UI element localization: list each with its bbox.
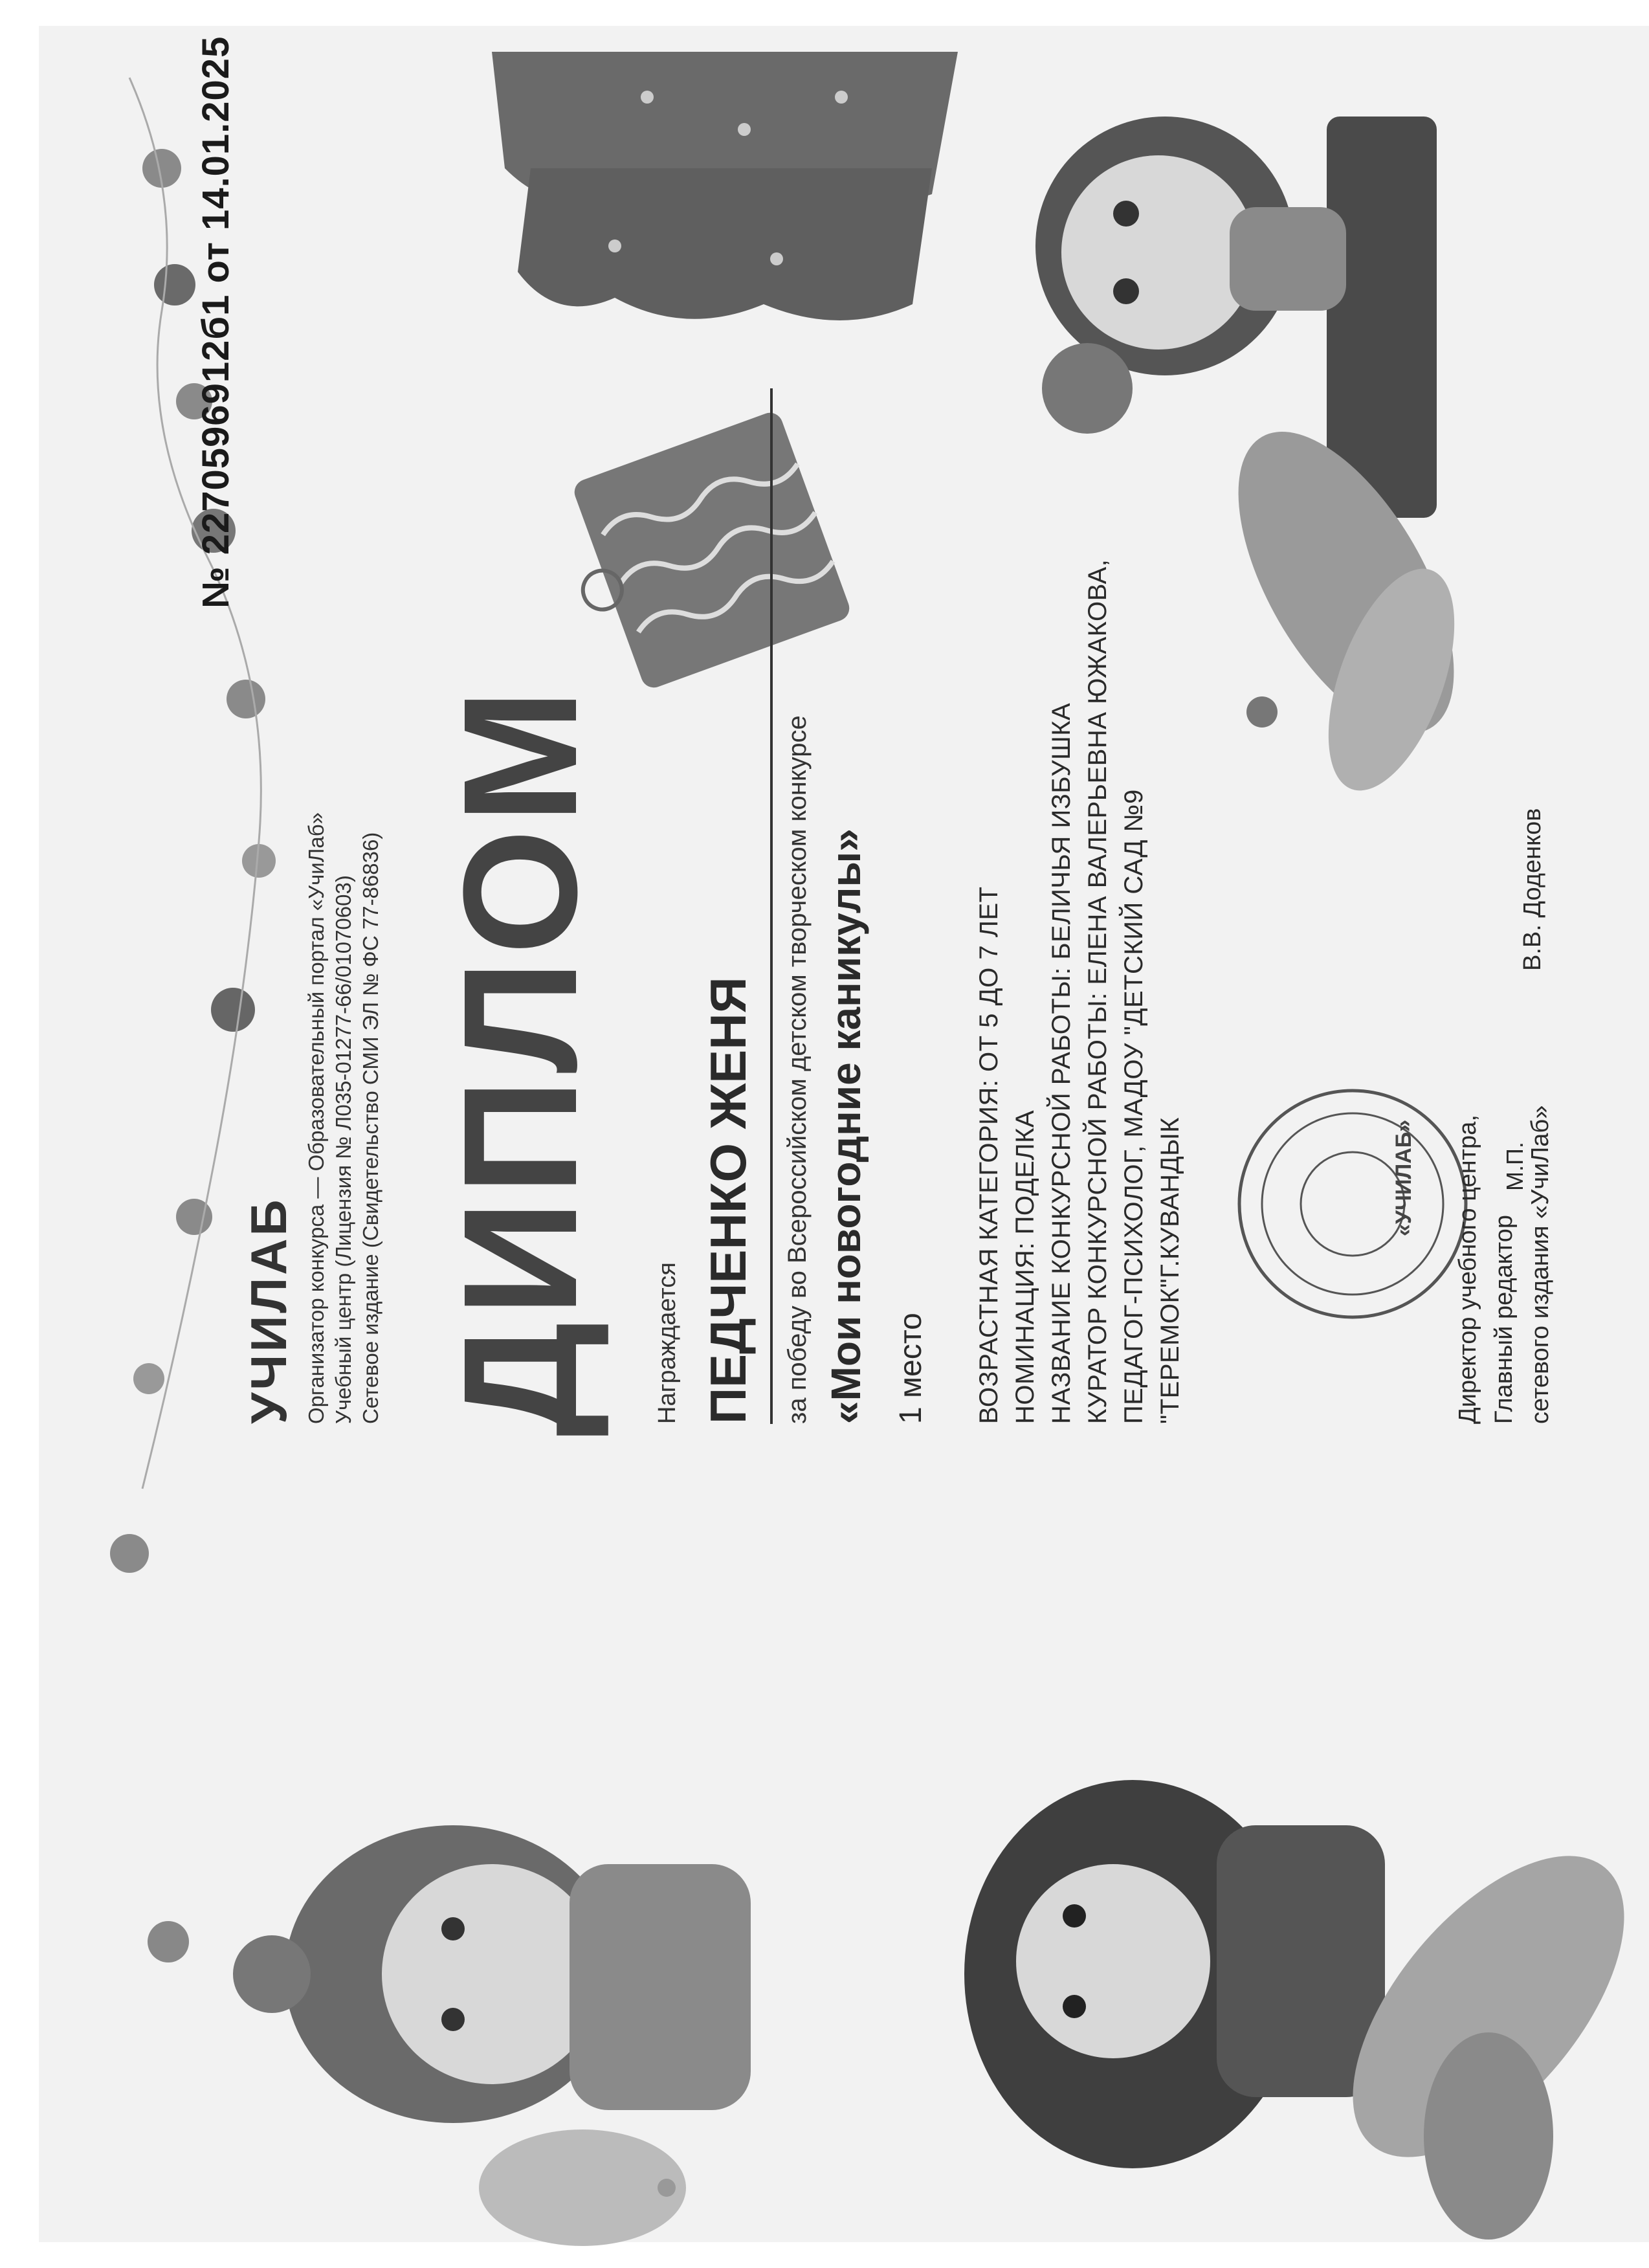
mp-label: М.П.	[1501, 1142, 1528, 1191]
contest-intro: за победу во Всероссийском детском творческом конкурсе	[783, 715, 812, 1424]
diploma-title: ДИПЛОМ	[430, 684, 610, 1437]
detail-curator-institution: "ТЕРЕМОК"Г.КУВАНДЫК	[1156, 1117, 1184, 1424]
detail-work-title: НАЗВАНИЕ КОНКУРСНОЙ РАБОТЫ: БЕЛИЧЬЯ ИЗБУШКА	[1047, 702, 1076, 1424]
place-label: 1 место	[894, 1313, 928, 1424]
detail-curator: КУРАТОР КОНКУРСНОЙ РАБОТЫ: ЕЛЕНА ВАЛЕРЬЕВНА ЮЖАКОВА,	[1083, 559, 1112, 1424]
signature-line-2: Главный редактор	[1490, 1214, 1518, 1424]
contest-name: «Мои новогодние каникулы»	[823, 828, 869, 1424]
organizer-line-3: Сетевое издание (Свидетельство СМИ ЭЛ № ФС 77-86836)	[359, 832, 382, 1424]
diploma-content	[129, 36, 1618, 2201]
detail-nomination: НОМИНАЦИЯ: ПОДЕЛКА	[1011, 1109, 1039, 1424]
awarded-label: Награждается	[654, 1262, 681, 1424]
details-block	[971, 559, 1188, 1424]
organizer-line-1: Организатор конкурса — Образовательный портал «УчиЛаб»	[304, 812, 328, 1424]
detail-age-category: ВОЗРАСТНАЯ КАТЕГОРИЯ: ОТ 5 ДО 7 ЛЕТ	[975, 886, 1003, 1424]
signature-line-1: Директор учебного центра,	[1454, 1115, 1481, 1424]
brand-logo: УЧИЛАБ	[240, 1197, 297, 1424]
signer-name: В.В. Доденков	[1519, 808, 1546, 971]
detail-curator-position: ПЕДАГОГ-ПСИХОЛОГ, МАДОУ "ДЕТСКИЙ САД №9	[1120, 789, 1148, 1424]
signature-line-3: сетевого издания «УчиЛаб»	[1527, 1105, 1554, 1424]
organizer-line-2: Учебный центр (Лицензия № Л035-01277-66/01070603)	[331, 875, 355, 1424]
stamp-center-text: «УЧИЛАБ»	[1391, 1119, 1416, 1236]
winner-name: ПЕДЧЕНКО ЖЕНЯ	[700, 977, 757, 1424]
winner-underline	[770, 388, 773, 1424]
diploma-number: № 2270596912б1 от 14.01.2025	[195, 36, 237, 608]
